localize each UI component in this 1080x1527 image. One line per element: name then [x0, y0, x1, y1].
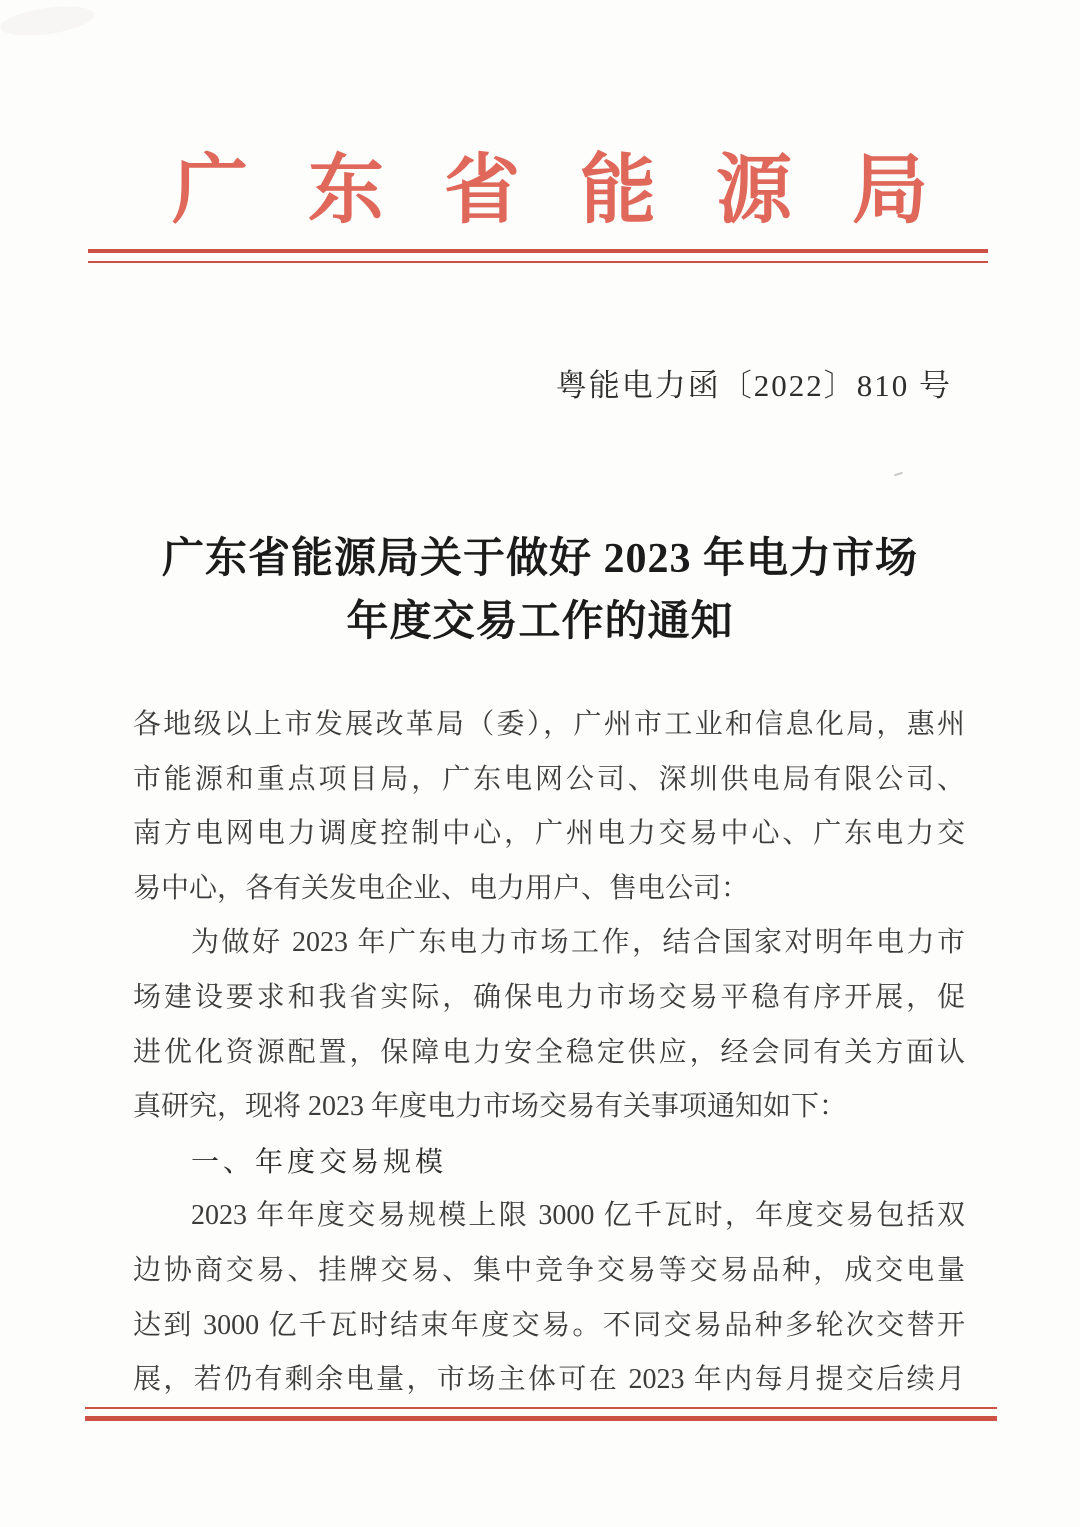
masthead-char: 源 — [716, 149, 792, 233]
masthead-char: 东 — [308, 149, 384, 233]
document-title — [0, 528, 1080, 654]
body-line: 真研究，现将 2023 年度电力市场交易有关事项通知如下： — [133, 1091, 848, 1123]
document-reference-number: 粤能电力函〔2022〕810 号 — [555, 368, 952, 403]
footer-rule-thick — [85, 1416, 997, 1421]
scan-smudge — [0, 2, 96, 41]
masthead-char: 局 — [852, 149, 928, 233]
document-title-line1: 广东省能源局关于做好 2023 年电力市场 — [161, 536, 918, 582]
header-rule-thin — [88, 261, 988, 263]
body-line: 2023 年年度交易规模上限 3000 亿千瓦时，年度交易包括双 — [191, 1200, 965, 1232]
document-title-line2: 年度交易工作的通知 — [346, 599, 734, 645]
body-line: 南方电网电力调度控制中心，广州电力交易中心、广东电力交 — [133, 818, 965, 850]
agency-masthead — [172, 146, 928, 236]
body-line: 为做好 2023 年广东电力市场工作，结合国家对明年电力市 — [191, 927, 965, 959]
body-line: 各地级以上市发展改革局（委），广州市工业和信息化局，惠州 — [133, 709, 965, 740]
body-line: 展，若仍有剩余电量，市场主体可在 2023 年内每月提交后续月 — [133, 1364, 965, 1396]
scan-artifact — [894, 472, 903, 477]
body-line: 市能源和重点项目局，广东电网公司、深圳供电局有限公司、 — [133, 763, 965, 795]
masthead-char: 广 — [172, 149, 248, 233]
body-line: 边协商交易、挂牌交易、集中竞争交易等交易品种，成交电量 — [133, 1254, 965, 1286]
body-line: 进优化资源配置，保障电力安全稳定供应，经会同有关方面认 — [133, 1036, 965, 1068]
body-line: 易中心，各有关发电企业、电力用户、售电公司： — [133, 872, 750, 904]
body-line: 达到 3000 亿千瓦时结束年度交易。不同交易品种多轮次交替开 — [133, 1309, 965, 1341]
section-heading: 一、年度交易规模 — [191, 1145, 448, 1177]
document-body — [133, 698, 965, 1408]
header-rule-thick — [88, 249, 988, 253]
body-line: 场建设要求和我省实际，确保电力市场交易平稳有序开展，促 — [133, 981, 965, 1013]
masthead-char: 省 — [444, 149, 520, 233]
masthead-char: 能 — [580, 149, 656, 233]
footer-rule-thin — [85, 1407, 997, 1409]
